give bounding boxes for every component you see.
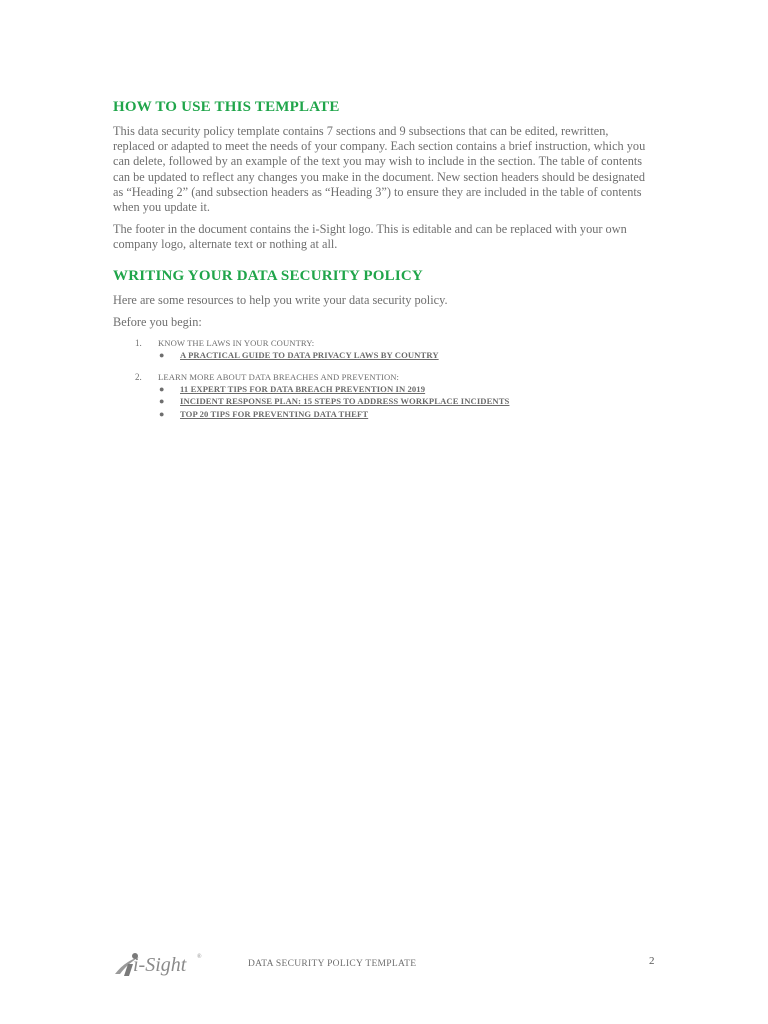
resource-category: KNOW THE LAWS IN YOUR COUNTRY: xyxy=(158,338,315,349)
resource-group-breaches xyxy=(113,371,653,421)
resource-links xyxy=(158,383,653,421)
howto-paragraph-1: This data security policy template contains 7 sections and 9 subsections that can be edited, rewritten, replaced or adapted to meet the needs of your company. Each section contains a brief instruction, which you can delete, followed by an example of the text you may wish to include in the section. The table of contents can be updated to reflect any changes you make in the document. New section headers should be designated as “Heading 2” (and subsection headers as “Heading 3”) to ensure they are included in the table of contents when you update it. xyxy=(113,124,646,215)
link-incident-response-plan[interactable]: INCIDENT RESPONSE PLAN: 15 STEPS TO ADDRESS WORKPLACE INCIDENTS xyxy=(180,396,510,407)
page-content xyxy=(113,98,653,429)
list-number: 1. xyxy=(135,338,142,349)
resource-list xyxy=(113,337,653,420)
resource-group-laws xyxy=(113,337,653,362)
bullet-icon: ● xyxy=(159,350,165,361)
page-number: 2 xyxy=(649,955,655,967)
logo-wordmark: i-Sight xyxy=(133,954,187,976)
bullet-icon: ● xyxy=(159,408,165,419)
howto-paragraph-2: The footer in the document contains the i-Sight logo. This is editable and can be replaced with your own company logo, alternate text or nothing at all. xyxy=(113,222,627,252)
list-item xyxy=(158,383,653,396)
logo-trademark: ® xyxy=(197,954,202,960)
resource-category: LEARN MORE ABOUT DATA BREACHES AND PREVENTION: xyxy=(158,371,400,382)
i-sight-logo xyxy=(113,952,203,980)
link-breach-prevention-tips[interactable]: 11 EXPERT TIPS FOR DATA BREACH PREVENTION IN 2019 xyxy=(180,383,426,394)
heading-how-to-use-template: HOW TO USE THIS TEMPLATE xyxy=(113,99,340,115)
list-item xyxy=(158,408,653,421)
heading-writing-policy: WRITING YOUR DATA SECURITY POLICY xyxy=(113,267,423,284)
before-you-begin: Before you begin: xyxy=(113,314,202,329)
list-item xyxy=(158,349,653,362)
bullet-icon: ● xyxy=(159,383,165,394)
list-number: 2. xyxy=(135,371,142,382)
footer-document-title: DATA SECURITY POLICY TEMPLATE xyxy=(248,959,417,969)
writing-intro: Here are some resources to help you write your data security policy. xyxy=(113,292,448,307)
link-privacy-laws-guide[interactable]: A PRACTICAL GUIDE TO DATA PRIVACY LAWS BY COUNTRY xyxy=(180,350,439,361)
list-item xyxy=(158,395,653,408)
link-data-theft-tips[interactable]: TOP 20 TIPS FOR PREVENTING DATA THEFT xyxy=(180,408,369,419)
resource-links xyxy=(158,349,653,362)
bullet-icon: ● xyxy=(159,396,165,407)
